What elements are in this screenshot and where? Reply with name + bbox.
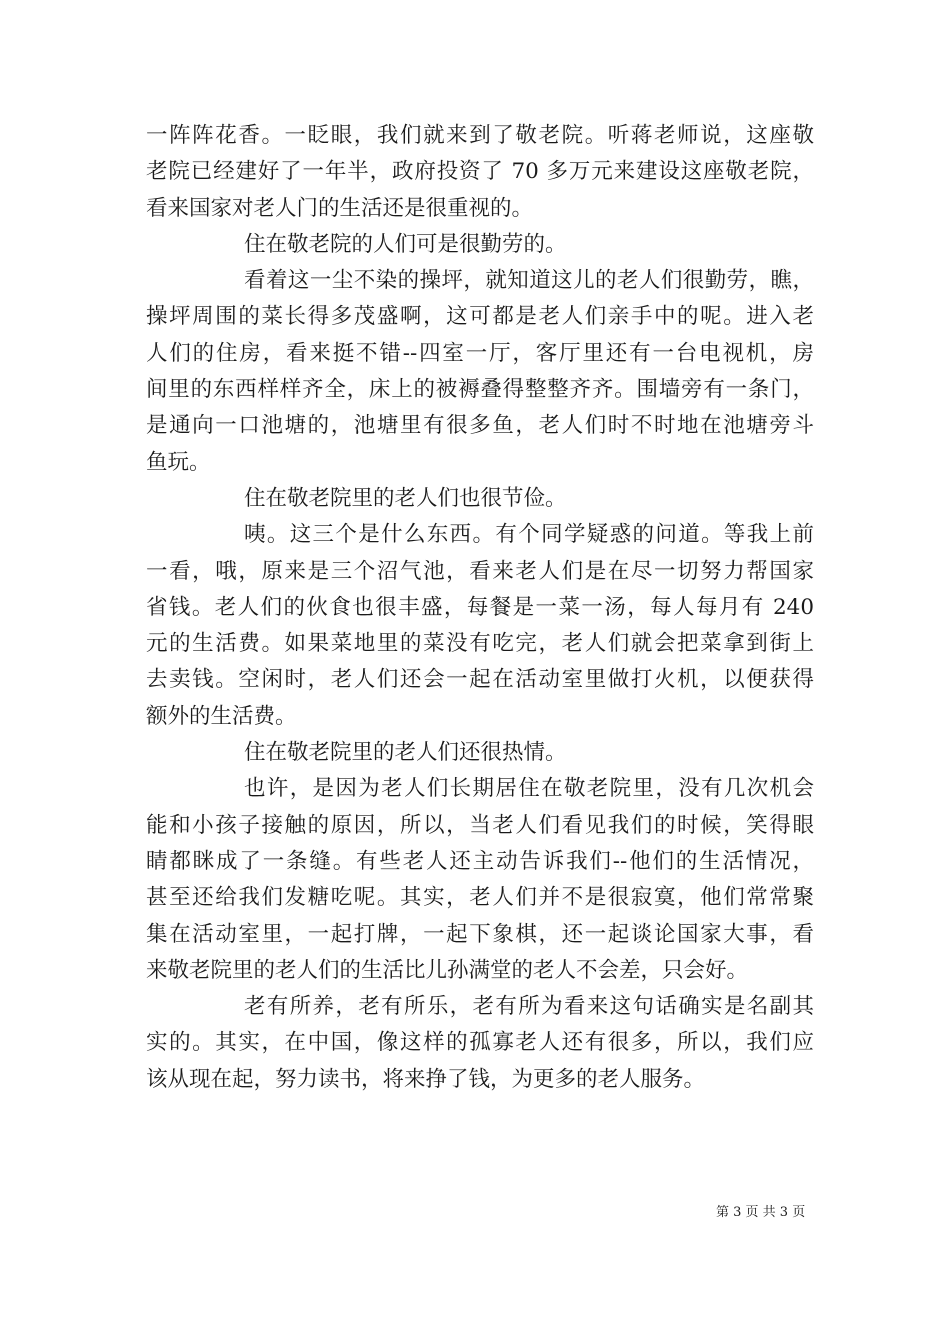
text-line: 人们的住房，看来挺不错--四室一厅，客厅里还有一台电视机，房 bbox=[146, 340, 814, 366]
text-line: 省钱。老人们的伙食也很丰盛，每餐是一菜一汤，每人每月有 240 bbox=[146, 594, 814, 620]
text-line: 睛都眯成了一条缝。有些老人还主动告诉我们--他们的生活情况， bbox=[146, 848, 814, 874]
text-line: 集在活动室里，一起打牌，一起下象棋，还一起谈论国家大事，看 bbox=[146, 921, 814, 947]
paragraph-first-line: 咦。这三个是什么东西。有个同学疑惑的问道。等我上前 bbox=[244, 522, 814, 548]
section-heading: 住在敬老院里的老人们还很热情。 bbox=[244, 740, 567, 766]
text-line: 甚至还给我们发糖吃呢。其实，老人们并不是很寂寞，他们常常聚 bbox=[146, 885, 814, 911]
section-heading: 住在敬老院里的老人们也很节俭。 bbox=[244, 485, 567, 511]
text-line: 来敬老院里的老人们的生活比儿孙满堂的老人不会差，只会好。 bbox=[146, 957, 749, 983]
text-line: 一阵阵花香。一眨眼，我们就来到了敬老院。听蒋老师说，这座敬 bbox=[146, 123, 814, 148]
text-line: 实的。其实，在中国，像这样的孤寡老人还有很多，所以，我们应 bbox=[146, 1030, 814, 1056]
text-line: 去卖钱。空闲时，老人们还会一起在活动室里做打火机，以便获得 bbox=[146, 667, 814, 693]
paragraph-first-line: 也许，是因为老人们长期居住在敬老院里，没有几次机会 bbox=[244, 776, 814, 802]
paragraph-first-line: 老有所养，老有所乐，老有所为看来这句话确实是名副其 bbox=[244, 994, 814, 1020]
page-number: 第 3 页 共 3 页 bbox=[716, 1205, 806, 1220]
text-line: 看来国家对老人门的生活还是很重视的。 bbox=[146, 195, 534, 221]
text-line: 元的生活费。如果菜地里的菜没有吃完，老人们就会把菜拿到街上 bbox=[146, 631, 814, 657]
text-line: 额外的生活费。 bbox=[146, 703, 297, 729]
section-heading: 住在敬老院的人们可是很勤劳的。 bbox=[244, 231, 567, 257]
text-line: 能和小孩子接触的原因，所以，当老人们看见我们的时候，笑得眼 bbox=[146, 812, 814, 838]
text-line: 间里的东西样样齐全，床上的被褥叠得整整齐齐。围墙旁有一条门， bbox=[146, 377, 814, 403]
text-line: 操坪周围的菜长得多茂盛啊，这可都是老人们亲手中的呢。进入老 bbox=[146, 304, 814, 330]
text-line: 该从现在起，努力读书，将来挣了钱，为更多的老人服务。 bbox=[146, 1066, 706, 1092]
paragraph-first-line: 看着这一尘不染的操坪，就知道这儿的老人们很勤劳，瞧， bbox=[244, 268, 814, 294]
text-line: 一看，哦，原来是三个沼气池，看来老人们是在尽一切努力帮国家 bbox=[146, 558, 814, 584]
document-body bbox=[146, 118, 814, 1098]
text-line: 是通向一口池塘的，池塘里有很多鱼，老人们时不时地在池塘旁斗 bbox=[146, 413, 814, 439]
text-line: 鱼玩。 bbox=[146, 449, 211, 475]
text-line: 老院已经建好了一年半，政府投资了 70 多万元来建设这座敬老院， bbox=[146, 159, 814, 185]
